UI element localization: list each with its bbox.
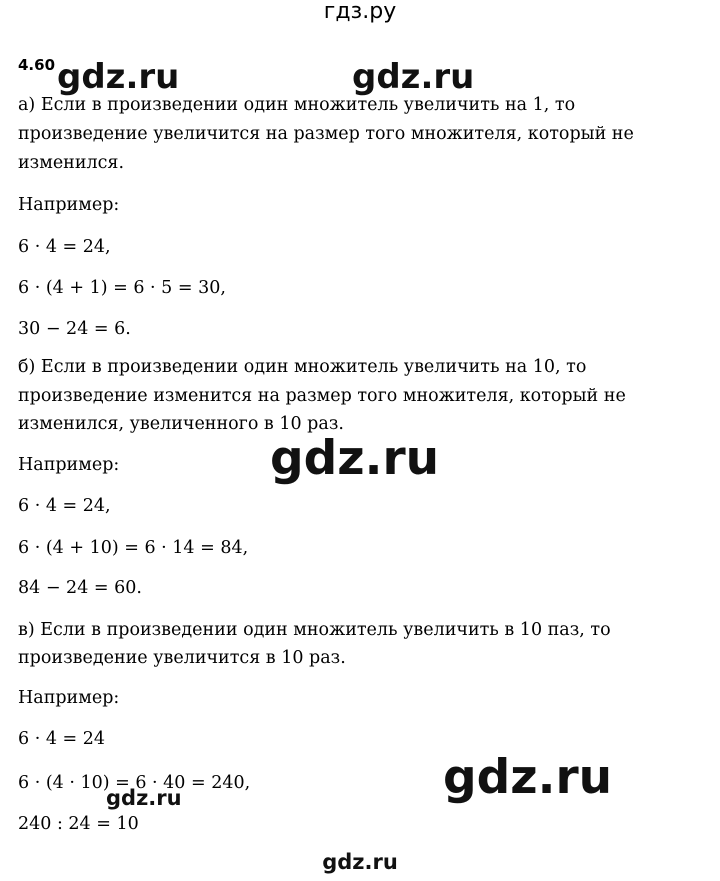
watermark-logo: gdz.ru xyxy=(106,786,182,810)
section-c-line-1: в) Если в произведении один множитель увеличить в 10 паз, то xyxy=(18,620,611,640)
section-a-line-3: изменился. xyxy=(18,153,125,173)
section-c-example-label: Например: xyxy=(18,688,120,708)
site-header-title: гдз.ру xyxy=(323,0,397,24)
section-b-example-1: 6 · 4 = 24, xyxy=(18,496,111,516)
section-b-line-2: произведение изменится на размер того множителя, который не xyxy=(18,386,626,406)
section-b-line-3: изменился, увеличенного в 10 раз. xyxy=(18,414,344,434)
section-b-example-3: 84 − 24 = 60. xyxy=(18,578,142,598)
section-a-example-1: 6 · 4 = 24, xyxy=(18,237,111,257)
section-a-example-label: Например: xyxy=(18,195,120,215)
section-b-example-label: Например: xyxy=(18,455,120,475)
footer-site-label: gdz.ru xyxy=(322,850,398,874)
section-c-example-3: 240 : 24 = 10 xyxy=(18,814,139,834)
section-c-example-1: 6 · 4 = 24 xyxy=(18,729,106,749)
section-b-line-1: б) Если в произведении один множитель увеличить на 10, то xyxy=(18,357,587,377)
problem-number: 4.60 xyxy=(18,56,56,74)
watermark-logo: gdz.ru xyxy=(352,57,475,97)
section-b-example-2: 6 · (4 + 10) = 6 · 14 = 84, xyxy=(18,538,249,558)
section-c-example-2: 6 · (4 · 10) = 6 · 40 = 240, xyxy=(18,773,251,793)
section-a-line-2: произведение увеличится на размер того множителя, который не xyxy=(18,124,634,144)
watermark-logo: gdz.ru xyxy=(443,750,613,805)
section-c-line-2: произведение увеличится в 10 раз. xyxy=(18,648,346,668)
section-a-line-1: а) Если в произведении один множитель увеличить на 1, то xyxy=(18,95,576,115)
watermark-logo: gdz.ru xyxy=(57,57,180,97)
section-a-example-3: 30 − 24 = 6. xyxy=(18,319,131,339)
section-a-example-2: 6 · (4 + 1) = 6 · 5 = 30, xyxy=(18,278,226,298)
watermark-logo: gdz.ru xyxy=(270,431,440,486)
